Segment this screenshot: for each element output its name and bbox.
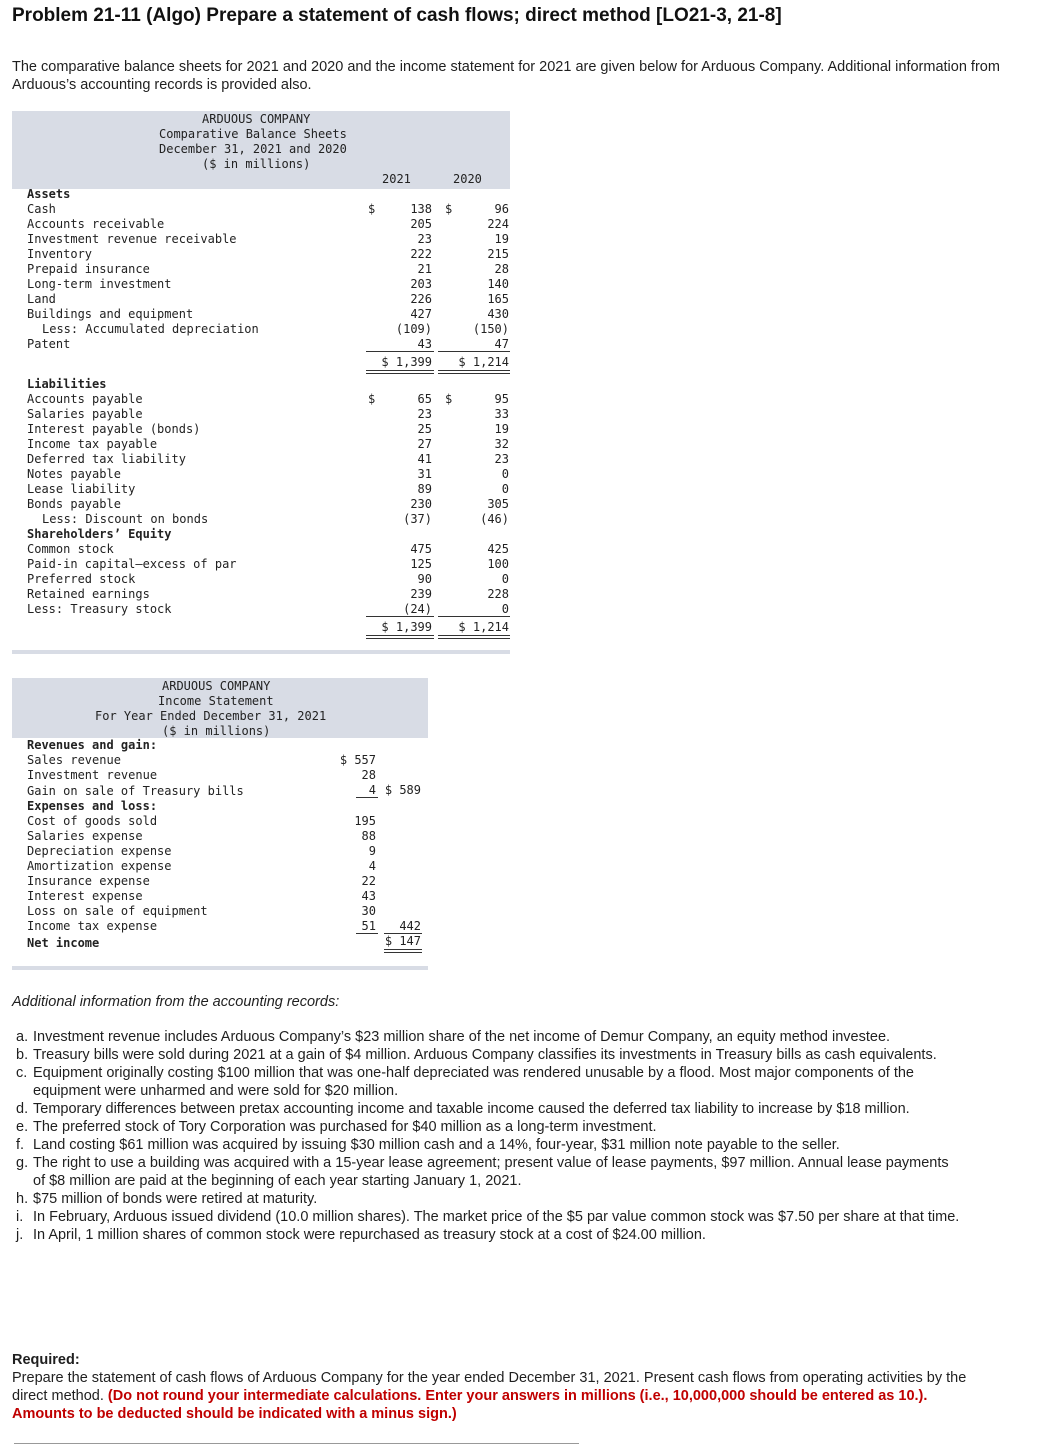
asset-label: Buildings and equipment [27, 307, 194, 321]
total-assets-2021: $ 1,399 [381, 355, 432, 369]
total-assets-2020: $ 1,214 [458, 355, 509, 369]
equity-value-2020: 100 [487, 557, 509, 571]
equity-value-2021: 239 [410, 587, 432, 601]
required-note: (Do not round your intermediate calculations. Enter your answers in millions (i.e., 10,000,000 should be entered as 10.). Amounts to be deducted should be indicated with a minus sign.) [12, 1388, 928, 1422]
liability-value-2020: 95 [494, 392, 509, 406]
dollar-sign: $ [445, 202, 453, 216]
additional-info-item [12, 1118, 962, 1136]
item-text: Investment revenue includes Arduous Company’s $23 million share of the net income of Demur Company, an equity method investee. [33, 1029, 891, 1045]
liability-value-2020: 305 [487, 497, 509, 511]
is-period: For Year Ended December 31, 2021 [95, 709, 327, 723]
asset-value-2020: 47 [494, 337, 509, 351]
revenue-total: $ 589 [384, 783, 421, 797]
item-text: In February, Arduous issued dividend (10.0 million shares). The market price of the $5 par value common stock was $7.50 per share at that time. [33, 1209, 960, 1225]
item-text: The preferred stock of Tory Corporation was purchased for $40 million as a long-term investment. [33, 1119, 657, 1135]
asset-value-2020: 224 [487, 217, 509, 231]
item-text: Land costing $61 million was acquired by issuing $30 million cash and a 14%, four-year, $31 million note payable to the seller. [33, 1137, 840, 1153]
additional-info-item [12, 1226, 962, 1244]
expense-label: Interest expense [27, 889, 143, 903]
is-bottom-bar [12, 966, 428, 970]
asset-value-2020: 165 [487, 292, 509, 306]
equity-value-2020: 228 [487, 587, 509, 601]
asset-label: Long-term investment [27, 277, 172, 291]
dollar-sign: $ [368, 392, 376, 406]
intro-text: The comparative balance sheets for 2021 and 2020 and the income statement for 2021 are given below for Arduous Company. Additional information from Arduous’s accounting records is provided also. [12, 59, 1000, 93]
is-statement-name: Income Statement [158, 694, 274, 708]
asset-value-2020: 215 [487, 247, 509, 261]
expenses-heading: Expenses and loss: [27, 799, 158, 813]
required-instructions: Prepare the statement of cash flows of Arduous Company for the year ended December 31, 2021. Present cash flows from operating activities by the direct method. [12, 1370, 967, 1404]
revenue-label: Gain on sale of Treasury bills [27, 784, 244, 798]
liability-value-2021: 23 [417, 407, 432, 421]
asset-value-2020: 19 [494, 232, 509, 246]
liability-value-2020: 19 [494, 422, 509, 436]
asset-value-2021: 226 [410, 292, 432, 306]
asset-label: Inventory [27, 247, 93, 261]
revenues-heading: Revenues and gain: [27, 738, 158, 752]
is-units: ($ in millions) [162, 724, 271, 738]
item-text: In April, 1 million shares of common stock were repurchased as treasury stock at a cost of $24.00 million. [33, 1227, 706, 1243]
subtotal-line [356, 933, 378, 934]
item-letter: g. [16, 1155, 29, 1171]
item-letter: f. [16, 1137, 25, 1153]
equity-value-2021: 90 [417, 572, 432, 586]
equity-label: Retained earnings [27, 587, 150, 601]
item-text: $75 million of bonds were retired at maturity. [33, 1191, 318, 1207]
liability-label: Accounts payable [27, 392, 143, 406]
asset-label: Prepaid insurance [27, 262, 150, 276]
problem-title: Problem 21-11 (Algo) Prepare a statement of cash flows; direct method [LO21-3, 21-8] [12, 5, 782, 26]
asset-value-2020: 430 [487, 307, 509, 321]
asset-label: Less: Accumulated depreciation [42, 322, 259, 336]
total-le-2021: $ 1,399 [381, 620, 432, 634]
liability-label: Income tax payable [27, 437, 158, 451]
double-underline [438, 370, 510, 374]
asset-label: Cash [27, 202, 56, 216]
asset-value-2020: 96 [494, 202, 509, 216]
assets-heading: Assets [27, 187, 71, 201]
liability-label: Bonds payable [27, 497, 121, 511]
item-letter: e. [16, 1119, 29, 1135]
liability-value-2020: 23 [494, 452, 509, 466]
equity-value-2020: 0 [501, 602, 509, 616]
revenue-label: Sales revenue [27, 753, 121, 767]
required-text [12, 1369, 972, 1423]
bs-col-2020: 2020 [453, 172, 482, 186]
is-company-name: ARDUOUS COMPANY [162, 679, 271, 693]
expense-label: Cost of goods sold [27, 814, 158, 828]
bs-company-name: ARDUOUS COMPANY [202, 112, 311, 126]
liability-value-2020: 0 [501, 467, 509, 481]
liability-label: Lease liability [27, 482, 136, 496]
expense-amount: 88 [361, 829, 376, 843]
expense-label: Depreciation expense [27, 844, 172, 858]
additional-info-item [12, 1028, 962, 1046]
liability-value-2021: 31 [417, 467, 432, 481]
bs-col-2021: 2021 [382, 172, 411, 186]
expense-amount: 9 [368, 844, 376, 858]
liability-label: Interest payable (bonds) [27, 422, 201, 436]
expense-label: Salaries expense [27, 829, 143, 843]
asset-value-2020: 28 [494, 262, 509, 276]
expense-amount: 30 [361, 904, 376, 918]
item-text: The right to use a building was acquired with a 15-year lease agreement; present value of lease payments, $97 million. Annual lease payments of $8 million are paid at the beginning of each year starting January 1, 2021. [33, 1155, 949, 1189]
liability-value-2021: (37) [403, 512, 432, 526]
liability-label: Notes payable [27, 467, 121, 481]
expense-label: Income tax expense [27, 919, 158, 933]
item-letter: d. [16, 1101, 29, 1117]
equity-value-2020: 425 [487, 542, 509, 556]
expense-label: Insurance expense [27, 874, 150, 888]
item-letter: c. [16, 1065, 28, 1081]
additional-info-item [12, 1136, 962, 1154]
equity-label: Less: Treasury stock [27, 602, 172, 616]
equity-label: Common stock [27, 542, 114, 556]
asset-value-2020: (150) [472, 322, 509, 336]
item-letter: a. [16, 1029, 29, 1045]
liability-value-2020: (46) [480, 512, 509, 526]
revenue-amount: 4 [368, 783, 376, 797]
total-le-2020: $ 1,214 [458, 620, 509, 634]
liability-label: Salaries payable [27, 407, 143, 421]
liability-value-2021: 41 [417, 452, 432, 466]
item-text: Equipment originally costing $100 million that was one-half depreciated was rendered unusable by a flood. Most major components of the equipment were unharmed and were sold for $20 million. [33, 1065, 914, 1099]
expense-total: 442 [399, 919, 421, 933]
net-income-value: $ 147 [384, 934, 421, 948]
asset-value-2021: 21 [417, 262, 432, 276]
subtotal-line [438, 351, 510, 352]
additional-info-item [12, 1154, 962, 1190]
double-underline [366, 635, 434, 639]
subtotal-line [356, 797, 378, 798]
subtotal-line [366, 616, 434, 617]
asset-value-2021: 205 [410, 217, 432, 231]
expense-amount: 51 [361, 919, 376, 933]
asset-label: Patent [27, 337, 71, 351]
additional-info-item [12, 1190, 962, 1208]
asset-value-2021: 222 [410, 247, 432, 261]
item-text: Treasury bills were sold during 2021 at a gain of $4 million. Arduous Company classifies its investments in Treasury bills as cash equivalents. [33, 1047, 937, 1063]
liability-value-2020: 33 [494, 407, 509, 421]
equity-value-2021: (24) [403, 602, 432, 616]
expense-label: Loss on sale of equipment [27, 904, 208, 918]
revenue-amount: $ 557 [339, 753, 376, 767]
equity-value-2021: 475 [410, 542, 432, 556]
item-text: Temporary differences between pretax accounting income and taxable income caused the deferred tax liability to increase by $18 million. [33, 1101, 910, 1117]
equity-value-2020: 0 [501, 572, 509, 586]
liability-value-2020: 0 [501, 482, 509, 496]
dollar-sign: $ [445, 392, 453, 406]
asset-value-2021: 23 [417, 232, 432, 246]
expense-amount: 22 [361, 874, 376, 888]
liability-value-2021: 89 [417, 482, 432, 496]
asset-value-2020: 140 [487, 277, 509, 291]
additional-info-item [12, 1100, 962, 1118]
additional-info-heading: Additional information from the accounting records: [12, 994, 340, 1010]
asset-value-2021: 203 [410, 277, 432, 291]
liabilities-heading: Liabilities [27, 377, 107, 391]
asset-value-2021: 138 [410, 202, 432, 216]
additional-info-list [12, 1028, 962, 1244]
expense-label: Amortization expense [27, 859, 172, 873]
subtotal-line [366, 351, 434, 352]
item-letter: b. [16, 1047, 29, 1063]
asset-value-2021: (109) [395, 322, 432, 336]
revenue-label: Investment revenue [27, 768, 158, 782]
bs-statement-name: Comparative Balance Sheets [159, 127, 347, 141]
required-section [12, 1351, 972, 1423]
liability-label: Deferred tax liability [27, 452, 186, 466]
expense-amount: 4 [368, 859, 376, 873]
liability-value-2020: 32 [494, 437, 509, 451]
revenue-amount: 28 [361, 768, 376, 782]
asset-label: Accounts receivable [27, 217, 165, 231]
additional-info-item [12, 1208, 962, 1226]
asset-value-2021: 427 [410, 307, 432, 321]
bs-units: ($ in millions) [202, 157, 311, 171]
equity-label: Preferred stock [27, 572, 136, 586]
answer-divider [14, 1443, 579, 1444]
liability-value-2021: 27 [417, 437, 432, 451]
double-underline [366, 370, 434, 374]
required-heading: Required: [12, 1352, 80, 1368]
bs-bottom-bar [12, 650, 510, 654]
asset-label: Investment revenue receivable [27, 232, 237, 246]
additional-info-item [12, 1046, 962, 1064]
double-underline [438, 635, 510, 639]
net-income-label: Net income [27, 936, 100, 950]
additional-info-item [12, 1064, 962, 1100]
item-letter: j. [16, 1227, 24, 1243]
equity-value-2021: 125 [410, 557, 432, 571]
double-underline [384, 949, 422, 953]
liability-label: Less: Discount on bonds [42, 512, 209, 526]
bs-statement-date: December 31, 2021 and 2020 [159, 142, 347, 156]
item-letter: i. [16, 1209, 24, 1225]
dollar-sign: $ [368, 202, 376, 216]
asset-value-2021: 43 [417, 337, 432, 351]
expense-amount: 43 [361, 889, 376, 903]
liability-value-2021: 65 [417, 392, 432, 406]
item-letter: h. [16, 1191, 29, 1207]
equity-heading: Shareholders’ Equity [27, 527, 172, 541]
subtotal-line [438, 616, 510, 617]
expense-amount: 195 [354, 814, 376, 828]
equity-label: Paid-in capital—excess of par [27, 557, 237, 571]
asset-label: Land [27, 292, 56, 306]
liability-value-2021: 25 [417, 422, 432, 436]
liability-value-2021: 230 [410, 497, 432, 511]
